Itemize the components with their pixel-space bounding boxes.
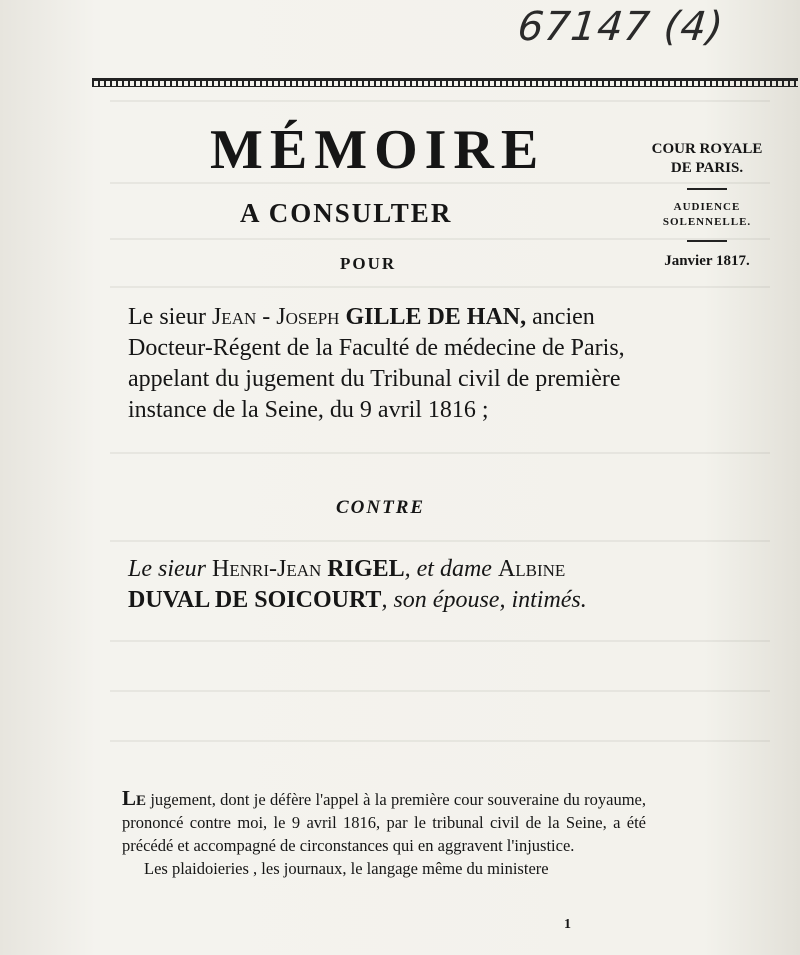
document-title: MÉMOIRE xyxy=(210,119,546,181)
body-paragraph xyxy=(122,787,646,857)
respondent-intro: Le sieur xyxy=(128,556,206,582)
respondent-given-name: Henri-Jean xyxy=(212,556,322,582)
respondents-block xyxy=(128,554,648,616)
sidebar-divider xyxy=(687,188,727,190)
respondent2-surname: DUVAL DE SOICOURT xyxy=(128,587,382,613)
respondent2-given-name: Albine xyxy=(497,556,566,582)
paragraph-1-text: jugement, dont je défère l'appel à la première cour souveraine du royaume, prononcé contre moi, le 9 avril 1816, par le tribunal civil de la Seine, a été précédé et accompagné de circonstances qui en aggravent l'injustice. xyxy=(122,790,647,855)
court-sidebar xyxy=(646,140,768,271)
appellant-block xyxy=(128,302,648,426)
court-name: COUR ROYALE DE PARIS. xyxy=(651,141,763,176)
appellant-description: ancien Docteur-Régent de la Faculté de médecine de Paris, appelant du jugement du Tribunal civil de première instance de la Seine, du 9 avril 1816 ; xyxy=(128,304,625,423)
pour-label: POUR xyxy=(340,254,397,273)
appellant-surname: GILLE DE HAN, xyxy=(345,304,527,330)
top-rule xyxy=(92,78,798,87)
body-text xyxy=(122,787,646,880)
appellant-intro: Le sieur xyxy=(128,304,206,330)
body-paragraph xyxy=(122,857,646,880)
audience-label: AUDIENCE SOLENNELLE. xyxy=(662,201,752,228)
sidebar-divider xyxy=(687,240,727,242)
respondent-conjunction: , et dame xyxy=(404,556,492,582)
paragraph-2-text: Les plaidoieries , les journaux, le langage même du ministere xyxy=(144,859,549,878)
page-number: 1 xyxy=(564,917,571,932)
document-subtitle: A CONSULTER xyxy=(240,198,453,228)
catalog-mark: 67147 (4) xyxy=(515,4,727,50)
contre-label: CONTRE xyxy=(336,497,426,518)
appellant-given-name: Jean - Joseph xyxy=(211,304,340,330)
respondent-surname: RIGEL xyxy=(327,556,405,582)
session-date: Janvier 1817. xyxy=(664,253,750,269)
respondent-role: , son épouse, intimés. xyxy=(381,587,587,613)
drop-word: Le xyxy=(122,786,147,810)
